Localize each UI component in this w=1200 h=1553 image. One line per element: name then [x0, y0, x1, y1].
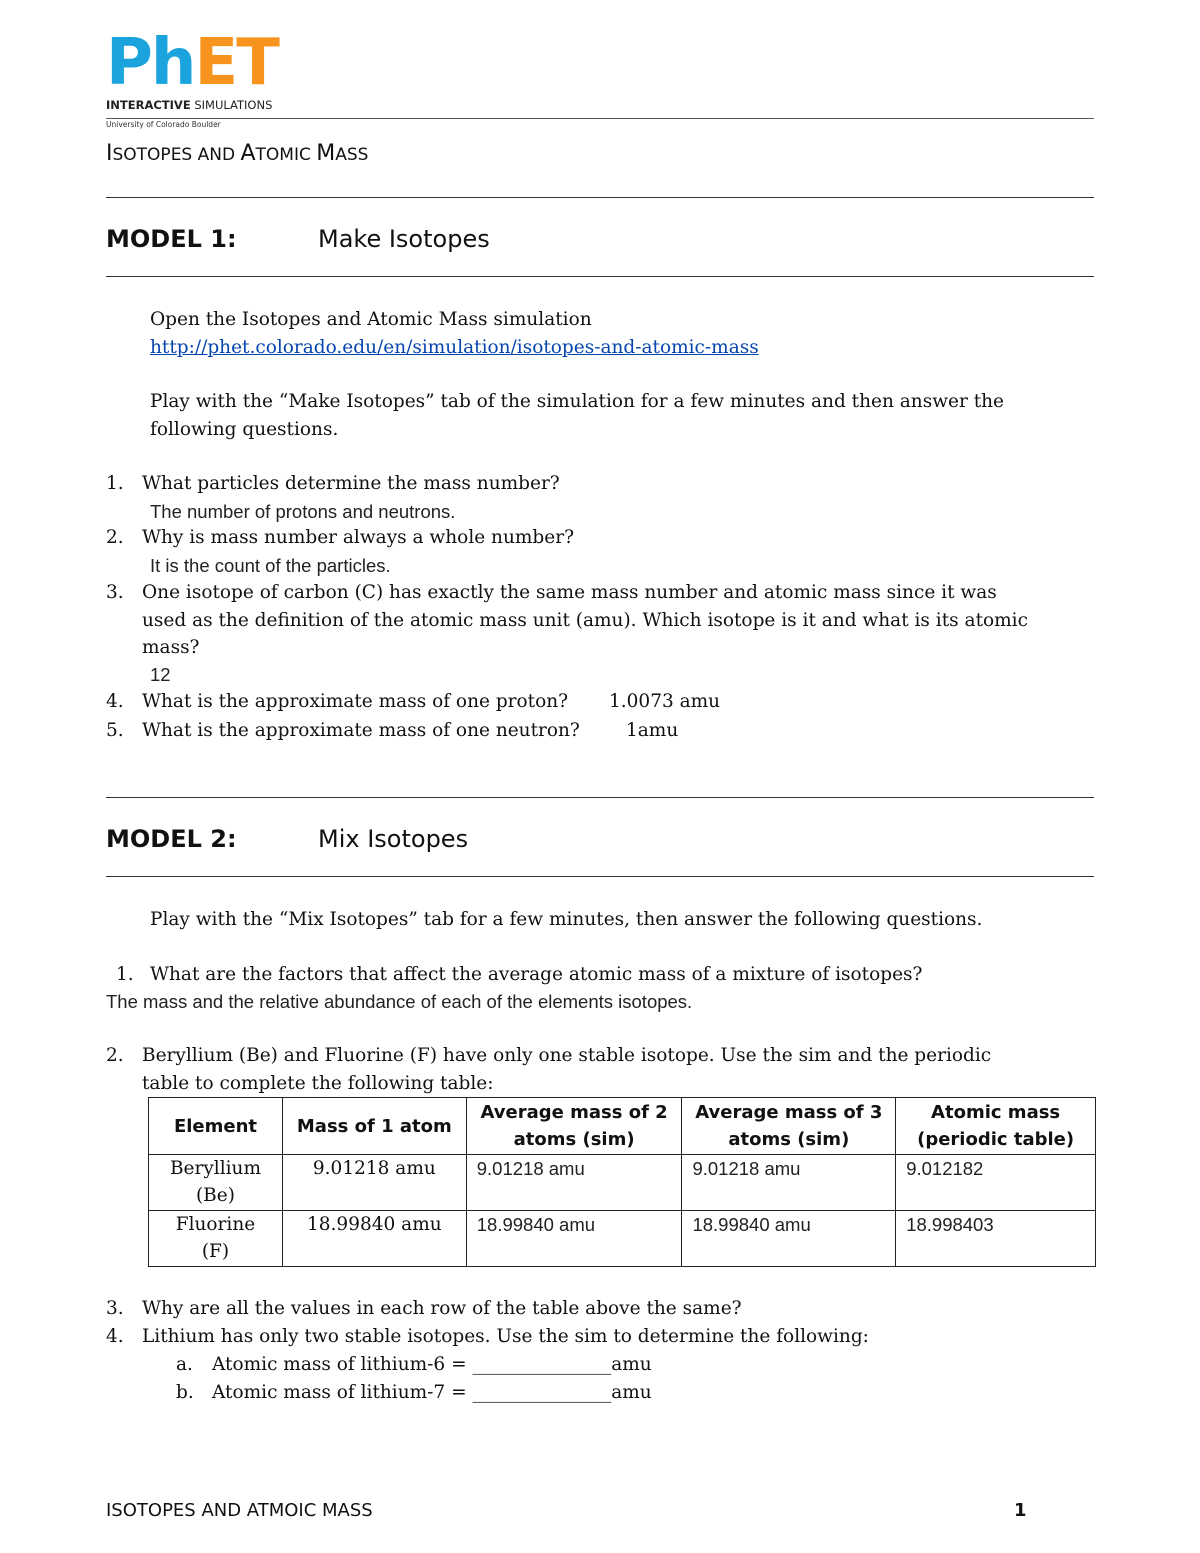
- model1-play-line1: Play with the “Make Isotopes” tab of the simulation for a few minutes and then answer the: [150, 391, 1004, 412]
- header-rule: [106, 118, 1094, 119]
- element-symbol: (Be): [195, 1185, 235, 1206]
- answer-text: It is the count of the particles.: [150, 555, 391, 576]
- isotope-table: [148, 1097, 1096, 1267]
- question-text: What are the factors that affect the average atomic mass of a mixture of isotopes?: [150, 964, 923, 985]
- table-cell: 9.01218 amu: [282, 1155, 466, 1211]
- element-name: Fluorine: [175, 1214, 256, 1235]
- table-header-row: [149, 1098, 1096, 1155]
- element-symbol: (F): [201, 1241, 230, 1262]
- table-header: [466, 1098, 682, 1155]
- question-text: mass?: [142, 637, 200, 658]
- question-text: table to complete the following table:: [142, 1073, 494, 1094]
- logo-subtitle: [106, 98, 272, 112]
- question-number: 3.: [106, 1298, 124, 1319]
- answer-text: 1amu: [626, 720, 679, 741]
- table-cell: 18.998403: [896, 1211, 1096, 1267]
- answer-text: The number of protons and neutrons.: [150, 501, 456, 522]
- question-text: Lithium has only two stable isotopes. Use the sim to determine the following:: [142, 1326, 869, 1347]
- model1-play-line2: following questions.: [150, 419, 339, 440]
- phet-logo-wordmark: [106, 28, 278, 98]
- section-rule: [106, 276, 1094, 277]
- subquestion-text: Atomic mass of lithium-6 = _______________amu: [212, 1354, 652, 1375]
- subquestion-text: Atomic mass of lithium-7 = _______________amu: [212, 1382, 652, 1403]
- model1-label: MODEL 1:: [106, 225, 237, 253]
- footer-title: ISOTOPES AND ATMOIC MASS: [106, 1500, 373, 1521]
- phet-logo: [106, 28, 286, 128]
- question-text: What particles determine the mass number?: [142, 473, 560, 494]
- page-number: 1: [1014, 1500, 1027, 1521]
- model1-intro: Open the Isotopes and Atomic Mass simulation: [150, 309, 592, 330]
- table-cell: 18.99840 amu: [682, 1211, 896, 1267]
- title-sc-1: SOTOPES AND: [112, 145, 241, 165]
- model1-title: Make Isotopes: [318, 225, 490, 253]
- model2-label: MODEL 2:: [106, 825, 237, 853]
- table-cell: 9.01218 amu: [682, 1155, 896, 1211]
- question-text: What is the approximate mass of one neutron?: [142, 720, 580, 741]
- logo-ph: Ph: [106, 26, 195, 100]
- question-text: Beryllium (Be) and Fluorine (F) have only one stable isotope. Use the sim and the periodic: [142, 1045, 992, 1066]
- header-line: Atomic mass: [931, 1102, 1061, 1123]
- table-cell: 9.01218 amu: [466, 1155, 682, 1211]
- header-line: Mass of 1 atom: [296, 1115, 452, 1137]
- title-cap-m: M: [316, 141, 336, 166]
- question-text: Why is mass number always a whole number?: [142, 527, 574, 548]
- question-number: 4.: [106, 691, 124, 712]
- table-row: [149, 1211, 1096, 1267]
- element-name: Beryllium: [169, 1158, 261, 1179]
- header-line: atoms (sim): [513, 1129, 635, 1150]
- question-number: 5.: [106, 720, 124, 741]
- page-title: [106, 141, 368, 166]
- table-cell: 18.99840 amu: [282, 1211, 466, 1267]
- logo-university: University of Colorado Boulder: [106, 120, 221, 129]
- question-number: 4.: [106, 1326, 124, 1347]
- table-cell: 9.012182: [896, 1155, 1096, 1211]
- table-header: [682, 1098, 896, 1155]
- table-header: [149, 1098, 283, 1155]
- answer-text: 1.0073 amu: [609, 691, 721, 712]
- section-rule: [106, 797, 1094, 798]
- question-text: used as the definition of the atomic mass unit (amu). Which isotope is it and what is its atomic: [142, 610, 1028, 631]
- question-text: Why are all the values in each row of the table above the same?: [142, 1298, 742, 1319]
- answer-text: 12: [150, 664, 171, 685]
- subquestion-letter: a.: [176, 1354, 193, 1375]
- table-header: [896, 1098, 1096, 1155]
- question-number: 2.: [106, 1045, 124, 1066]
- subquestion-letter: b.: [176, 1382, 194, 1403]
- question-text: One isotope of carbon (C) has exactly the same mass number and atomic mass since it was: [142, 582, 997, 603]
- section-rule: [106, 197, 1094, 198]
- table-row: [149, 1155, 1096, 1211]
- table-header: [282, 1098, 466, 1155]
- section-rule: [106, 876, 1094, 877]
- logo-et: ET: [194, 26, 278, 100]
- header-line: (periodic table): [917, 1129, 1075, 1150]
- question-number: 1.: [106, 473, 124, 494]
- table-cell-element: [149, 1155, 283, 1211]
- answer-text: The mass and the relative abundance of each of the elements isotopes.: [106, 991, 693, 1012]
- title-sc-3: ASS: [335, 145, 369, 165]
- question-number: 1.: [116, 964, 134, 985]
- title-cap-a: A: [240, 141, 256, 166]
- logo-sub-bold: INTERACTIVE: [106, 98, 191, 112]
- model2-play: Play with the “Mix Isotopes” tab for a few minutes, then answer the following questions.: [150, 909, 983, 930]
- header-line: Element: [173, 1115, 257, 1137]
- simulation-link[interactable]: http://phet.colorado.edu/en/simulation/isotopes-and-atomic-mass: [150, 337, 759, 358]
- question-text: What is the approximate mass of one proton?: [142, 691, 569, 712]
- logo-sub-rest: SIMULATIONS: [190, 98, 273, 112]
- header-line: Average mass of 2: [480, 1102, 668, 1123]
- title-cap-i: I: [106, 141, 113, 166]
- title-sc-2: TOMIC: [255, 145, 317, 165]
- question-number: 3.: [106, 582, 124, 603]
- question-number: 2.: [106, 527, 124, 548]
- table-cell-element: [149, 1211, 283, 1267]
- model2-title: Mix Isotopes: [318, 825, 469, 853]
- header-line: atoms (sim): [728, 1129, 850, 1150]
- table-cell: 18.99840 amu: [466, 1211, 682, 1267]
- header-line: Average mass of 3: [695, 1102, 883, 1123]
